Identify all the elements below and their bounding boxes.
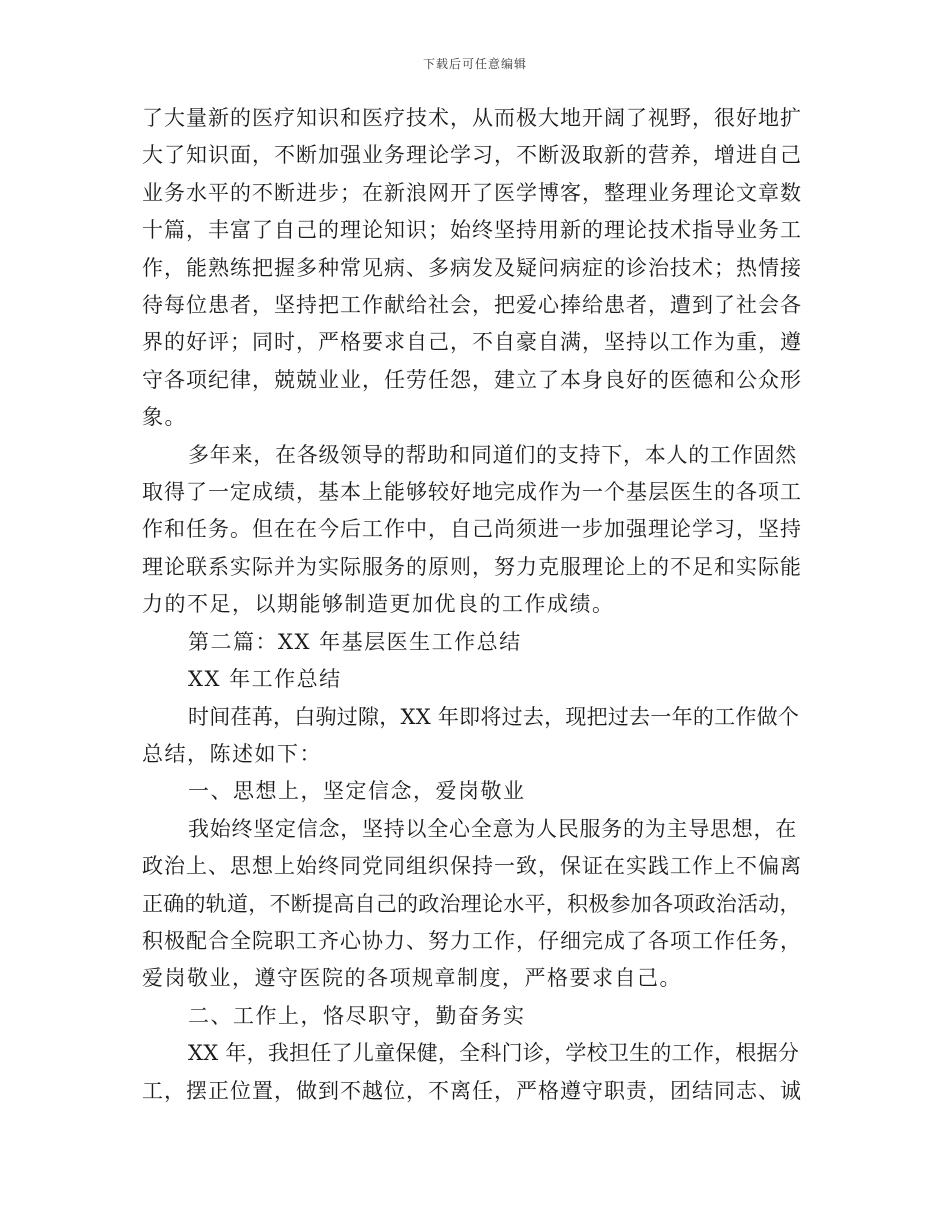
text-line: 待每位患者，坚持把工作献给社会，把爱心捧给患者，遭到了社会各	[142, 293, 802, 318]
text-line: 了大量新的医疗知识和医疗技术，从而极大地开阔了视野，很好地扩	[142, 106, 802, 130]
text-line: 一、思想上，坚定信念，爱岗敬业	[188, 779, 526, 804]
text-line: 力的不足，以期能够制造更加优良的工作成绩。	[142, 592, 615, 617]
text-line: 作和任务。但在在今后工作中，自己尚须进一步加强理论学习，坚持	[142, 517, 802, 542]
text-line: 总结，陈述如下：	[142, 741, 322, 766]
document-body	[142, 100, 802, 1110]
text-line: 作，能熟练把握多种常见病、多病发及疑问病症的诊治技术；热情接	[142, 255, 802, 280]
text-line: XX 年，我担任了儿童保健，全科门诊，学校卫生的工作，根据分	[188, 1041, 800, 1066]
text-line: 理论联系实际并为实际服务的原则，努力克服理论上的不足和实际能	[142, 554, 802, 579]
text-line: 界的好评；同时，严格要求自己，不自豪自满，坚持以工作为重，遵	[142, 330, 802, 355]
text-line: XX 年工作总结	[188, 667, 342, 692]
text-line: 大了知识面，不断加强业务理论学习，不断汲取新的营养，增进自己	[142, 143, 802, 168]
text-line: 政治上、思想上始终同党同组织保持一致，保证在实践工作上不偏离	[142, 854, 802, 879]
text-line: 爱岗敬业，遵守医院的各项规章制度，严格要求自己。	[142, 966, 682, 991]
text-line: 我始终坚定信念，坚持以全心全意为人民服务的为主导思想，在	[188, 816, 797, 841]
text-line: 象。	[142, 405, 187, 430]
page-header: 下载后可任意编辑	[422, 57, 527, 71]
text-line: 时间荏苒，白驹过隙，XX 年即将过去，现把过去一年的工作做个	[188, 704, 800, 729]
text-line: 取得了一定成绩，基本上能够较好地完成作为一个基层医生的各项工	[142, 480, 802, 505]
text-line: 二、工作上，恪尽职守，勤奋务实	[188, 1003, 526, 1028]
text-line: 多年来，在各级领导的帮助和同道们的支持下，本人的工作固然	[188, 442, 797, 467]
text-line: 正确的轨道，不断提高自己的政治理论水平，积极参加各项政治活动，	[142, 891, 801, 916]
text-line: 积极配合全院职工齐心协力、努力工作，仔细完成了各项工作任务，	[142, 928, 802, 953]
text-line: 业务水平的不断进步；在新浪网开了医学博客，整理业务理论文章数	[142, 180, 802, 205]
text-line: 第二篇：XX 年基层医生工作总结	[188, 629, 522, 654]
text-line: 守各项纪律，兢兢业业，任劳任怨，建立了本身良好的医德和公众形	[142, 367, 802, 392]
text-line: 工，摆正位置，做到不越位，不离任，严格遵守职责，团结同志、诚	[142, 1078, 802, 1103]
text-line: 十篇，丰富了自己的理论知识；始终坚持用新的理论技术指导业务工	[142, 218, 802, 243]
